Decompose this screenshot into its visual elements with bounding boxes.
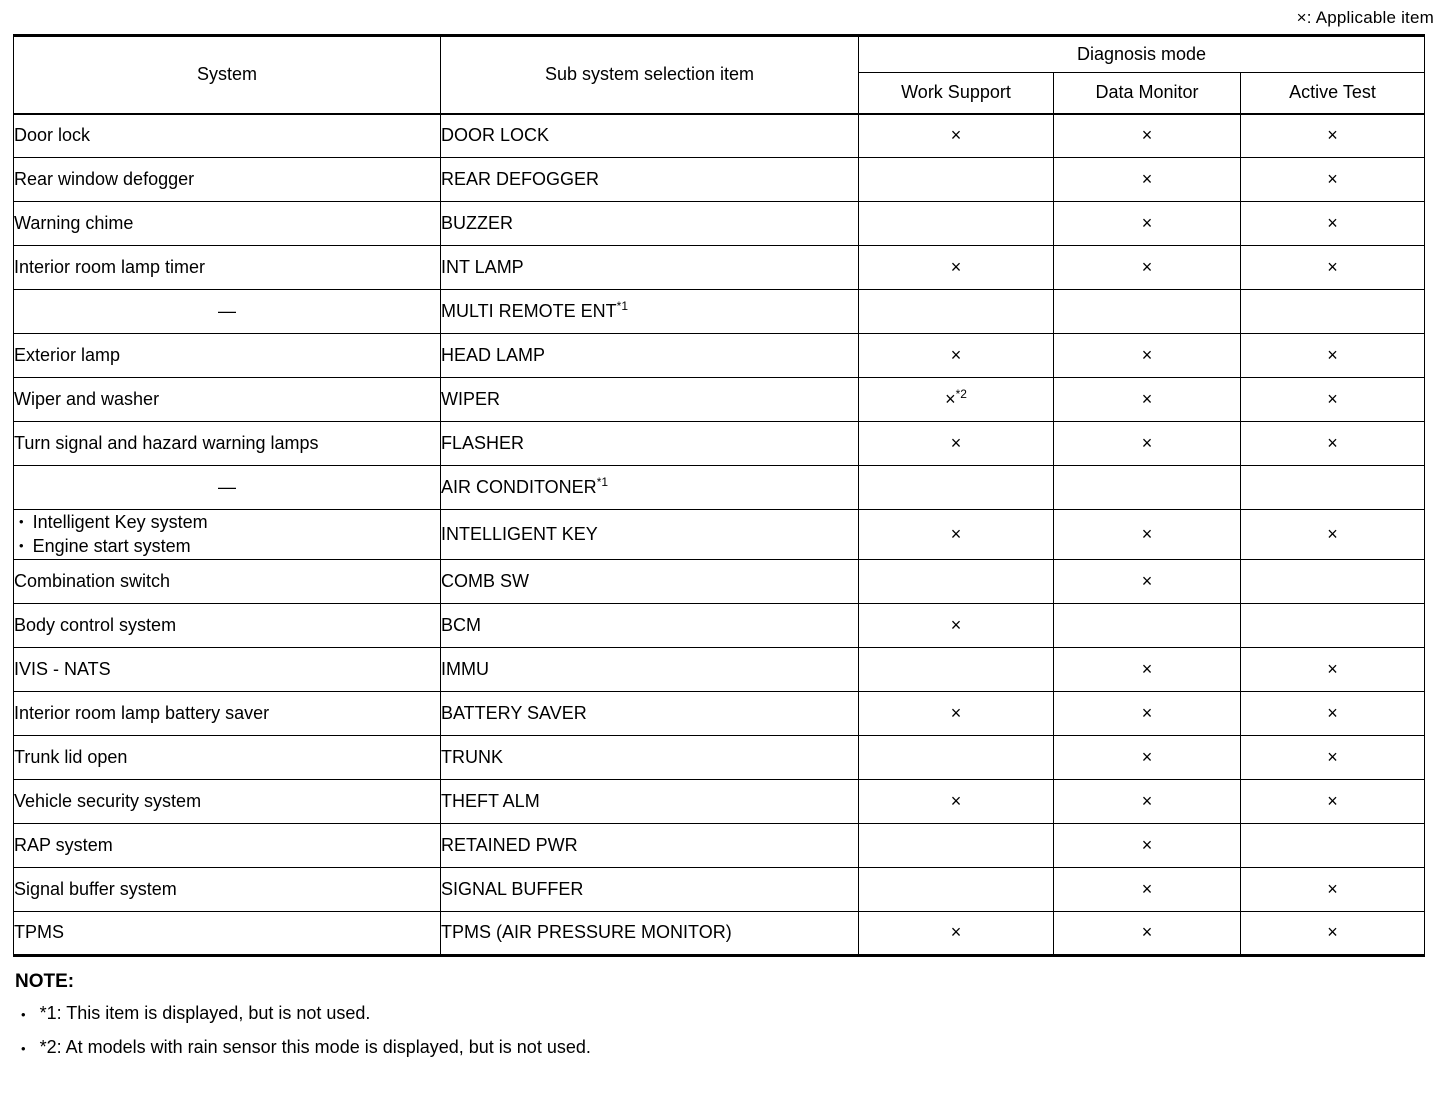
active-test-cell: ×: [1241, 779, 1425, 823]
data-monitor-cell: ×: [1054, 911, 1241, 955]
active-test-cell: ×: [1241, 158, 1425, 202]
active-test-cell: [1241, 466, 1425, 510]
bullet-icon: •: [21, 1006, 26, 1022]
work-support-cell: ×: [859, 422, 1054, 466]
work-support-cell: [859, 559, 1054, 603]
system-cell: —: [14, 290, 441, 334]
table-row: [14, 378, 1425, 422]
work-support-cell: [859, 290, 1054, 334]
system-cell: Trunk lid open: [14, 735, 441, 779]
active-test-cell: ×: [1241, 647, 1425, 691]
sub-system-cell: TPMS (AIR PRESSURE MONITOR): [441, 911, 859, 955]
sub-system-cell: HEAD LAMP: [441, 334, 859, 378]
data-monitor-cell: ×: [1054, 691, 1241, 735]
work-support-cell: [859, 867, 1054, 911]
active-test-cell: [1241, 559, 1425, 603]
system-cell: • Intelligent Key system • Engine start system: [14, 510, 441, 560]
active-test-cell: ×: [1241, 867, 1425, 911]
header-row-top: [14, 36, 1425, 73]
table-row: [14, 158, 1425, 202]
table-row: [14, 422, 1425, 466]
table-row: [14, 202, 1425, 246]
active-test-cell: ×: [1241, 378, 1425, 422]
bullet-icon: •: [19, 514, 24, 529]
work-support-cell: [859, 158, 1054, 202]
data-monitor-cell: ×: [1054, 779, 1241, 823]
system-cell: Wiper and washer: [14, 378, 441, 422]
note-text-1: *1: This item is displayed, but is not used.: [39, 1002, 371, 1023]
system-cell: Interior room lamp timer: [14, 246, 441, 290]
sub-system-cell: IMMU: [441, 647, 859, 691]
sub-system-cell: DOOR LOCK: [441, 114, 859, 158]
table-header: [14, 36, 1425, 114]
active-test-cell: [1241, 603, 1425, 647]
sub-system-cell: FLASHER: [441, 422, 859, 466]
work-support-cell: ×$^{*2}$: [859, 378, 1054, 422]
system-cell: Vehicle security system: [14, 779, 441, 823]
system-cell: Interior room lamp battery saver: [14, 691, 441, 735]
system-cell: Body control system: [14, 603, 441, 647]
work-support-cell: ×: [859, 603, 1054, 647]
bullet-icon: •: [21, 1040, 26, 1056]
applicable-item-legend: ×: Applicable item: [1296, 8, 1434, 27]
work-support-cell: ×: [859, 334, 1054, 378]
sub-system-cell: WIPER: [441, 378, 859, 422]
table-row: [14, 647, 1425, 691]
table-row: [14, 334, 1425, 378]
sub-system-cell: INTELLIGENT KEY: [441, 510, 859, 560]
data-monitor-cell: ×: [1054, 114, 1241, 158]
sub-system-cell: INT LAMP: [441, 246, 859, 290]
system-cell: Turn signal and hazard warning lamps: [14, 422, 441, 466]
work-support-cell: ×: [859, 246, 1054, 290]
note-title: NOTE:: [15, 970, 75, 992]
sub-system-cell: AIR CONDITONER$^{*1}$: [441, 466, 859, 510]
active-test-cell: ×: [1241, 911, 1425, 955]
work-support-cell: ×: [859, 691, 1054, 735]
work-support-cell: ×: [859, 911, 1054, 955]
data-monitor-cell: [1054, 603, 1241, 647]
table-row: [14, 559, 1425, 603]
sub-system-cell: BUZZER: [441, 202, 859, 246]
work-support-cell: [859, 735, 1054, 779]
table-row: [14, 823, 1425, 867]
work-support-cell: [859, 466, 1054, 510]
sub-system-cell: TRUNK: [441, 735, 859, 779]
table-row: [14, 290, 1425, 334]
note-text-2: *2: At models with rain sensor this mode is displayed, but is not used.: [39, 1036, 591, 1057]
table-row: [14, 691, 1425, 735]
system-cell: Signal buffer system: [14, 867, 441, 911]
data-monitor-cell: ×: [1054, 559, 1241, 603]
data-monitor-cell: ×: [1054, 378, 1241, 422]
note-item-2: [21, 1037, 1440, 1058]
system-cell: Door lock: [14, 114, 441, 158]
data-monitor-cell: ×: [1054, 510, 1241, 560]
system-cell: IVIS - NATS: [14, 647, 441, 691]
table-body: [14, 114, 1425, 956]
active-test-cell: ×: [1241, 246, 1425, 290]
diagnosis-mode-table: [13, 34, 1425, 957]
sub-system-cell: MULTI REMOTE ENT$^{*1}$: [441, 290, 859, 334]
column-header-system: System: [14, 36, 441, 114]
work-support-cell: [859, 823, 1054, 867]
table-row: [14, 867, 1425, 911]
system-cell: Exterior lamp: [14, 334, 441, 378]
data-monitor-cell: ×: [1054, 202, 1241, 246]
column-header-active-test: Active Test: [1241, 73, 1425, 114]
column-header-work-support: Work Support: [859, 73, 1054, 114]
column-header-sub-system: Sub system selection item: [441, 36, 859, 114]
table-row: [14, 510, 1425, 560]
table-row: [14, 735, 1425, 779]
active-test-cell: ×: [1241, 510, 1425, 560]
table-row: [14, 779, 1425, 823]
table-row: [14, 466, 1425, 510]
active-test-cell: [1241, 823, 1425, 867]
column-header-diagnosis-mode: Diagnosis mode: [859, 36, 1425, 73]
data-monitor-cell: [1054, 466, 1241, 510]
table-row: [14, 911, 1425, 955]
system-cell: RAP system: [14, 823, 441, 867]
data-monitor-cell: ×: [1054, 735, 1241, 779]
column-header-data-monitor: Data Monitor: [1054, 73, 1241, 114]
system-cell: Combination switch: [14, 559, 441, 603]
system-cell: Rear window defogger: [14, 158, 441, 202]
data-monitor-cell: ×: [1054, 158, 1241, 202]
work-support-cell: [859, 647, 1054, 691]
active-test-cell: [1241, 290, 1425, 334]
sub-system-cell: REAR DEFOGGER: [441, 158, 859, 202]
system-cell: Warning chime: [14, 202, 441, 246]
table-row: [14, 114, 1425, 158]
data-monitor-cell: [1054, 290, 1241, 334]
active-test-cell: ×: [1241, 735, 1425, 779]
system-cell: —: [14, 466, 441, 510]
sub-system-cell: BATTERY SAVER: [441, 691, 859, 735]
table-row: [14, 603, 1425, 647]
data-monitor-cell: ×: [1054, 867, 1241, 911]
active-test-cell: ×: [1241, 202, 1425, 246]
active-test-cell: ×: [1241, 422, 1425, 466]
active-test-cell: ×: [1241, 334, 1425, 378]
work-support-cell: ×: [859, 779, 1054, 823]
sub-system-cell: RETAINED PWR: [441, 823, 859, 867]
data-monitor-cell: ×: [1054, 422, 1241, 466]
data-monitor-cell: ×: [1054, 246, 1241, 290]
sub-system-cell: SIGNAL BUFFER: [441, 867, 859, 911]
work-support-cell: [859, 202, 1054, 246]
sub-system-cell: THEFT ALM: [441, 779, 859, 823]
system-cell: TPMS: [14, 911, 441, 955]
note-item-1: [21, 1003, 1440, 1024]
active-test-cell: ×: [1241, 114, 1425, 158]
bullet-icon: •: [19, 538, 24, 554]
data-monitor-cell: ×: [1054, 647, 1241, 691]
active-test-cell: ×: [1241, 691, 1425, 735]
data-monitor-cell: ×: [1054, 334, 1241, 378]
work-support-cell: ×: [859, 114, 1054, 158]
work-support-cell: ×: [859, 510, 1054, 560]
sub-system-cell: COMB SW: [441, 559, 859, 603]
data-monitor-cell: ×: [1054, 823, 1241, 867]
table-row: [14, 246, 1425, 290]
note-section: [13, 971, 1440, 1058]
sub-system-cell: BCM: [441, 603, 859, 647]
